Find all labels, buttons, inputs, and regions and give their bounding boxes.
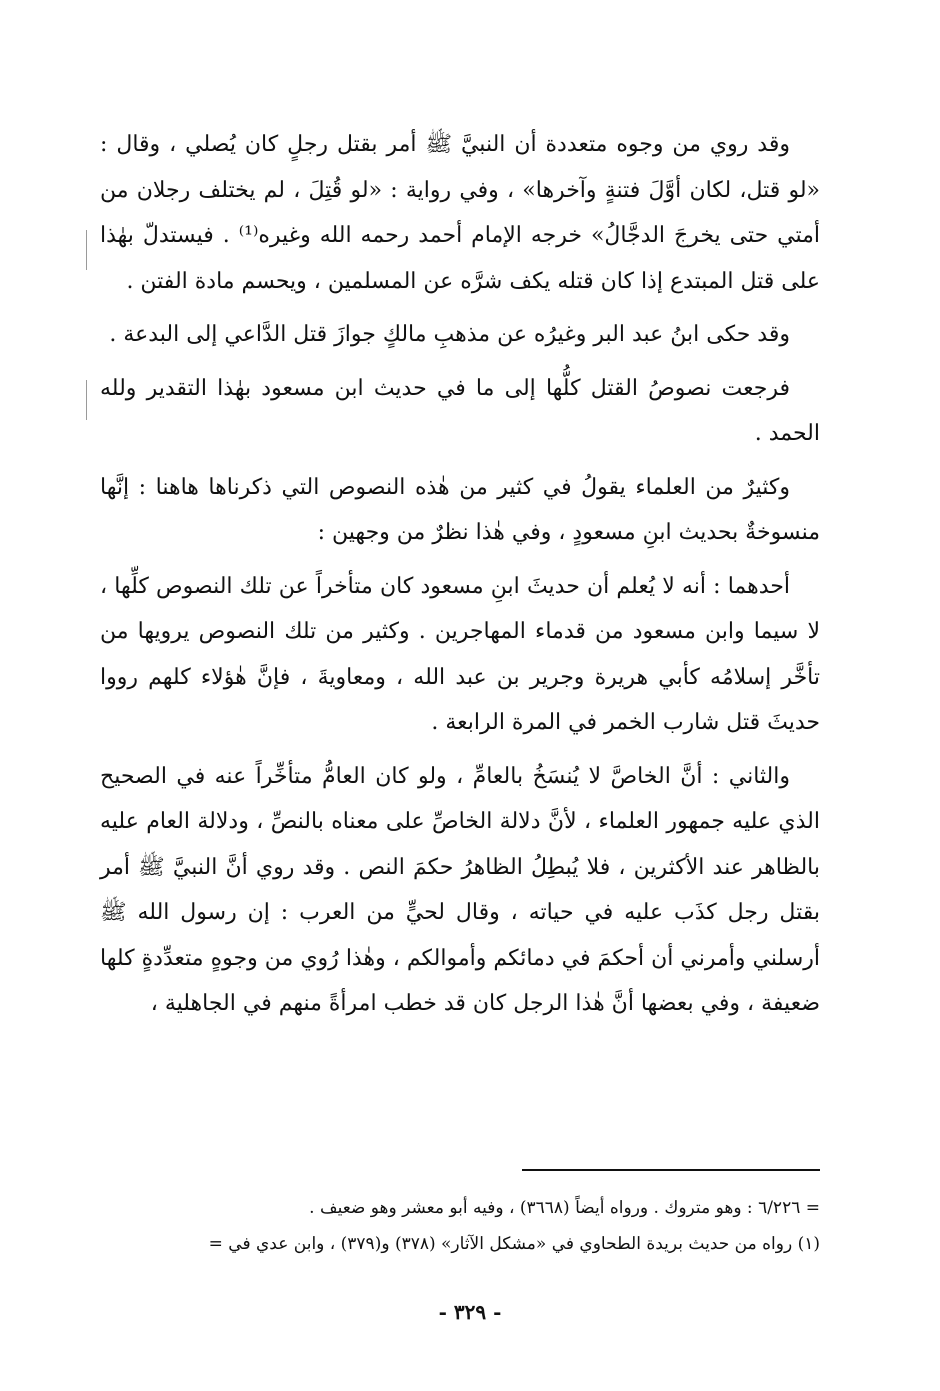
scan-margin-mark xyxy=(86,380,87,420)
paragraph: والثاني : أنَّ الخاصَّ لا يُنسَخُ بالعامِّ ، ولو كان العامُّ متأخِّراً عنه في الصحيح الذي عليه جمهور العلماء ، لأنَّ دلالة الخاصِّ على معناه بالنصِّ ، ودلالة العام عليه بالظاهر عند الأكثرين ، فلا يُبطِلُ الظاهرُ حكمَ النص . وقد روي أنَّ النبيَّ ﷺ أمر بقتل رجل كذَب عليه في حياته ، وقال لحيٍّ من العرب : إن رسول الله ﷺ أرسلني وأمرني أن أحكمَ في دمائكم وأموالكم ، وهٰذا رُوي من وجوهٍ متعدِّدةٍ كلها ضعيفة ، وفي بعضها أنَّ هٰذا الرجل كان قد خطب امرأةً منهم في الجاهلية ، xyxy=(100,763,820,1016)
page-number: - ٣٢٩ - xyxy=(438,1300,502,1324)
scan-margin-mark xyxy=(86,230,87,270)
paragraph: وقد حكى ابنُ عبد البر وغيرُه عن مذهبِ مالكٍ جوازَ قتل الدَّاعي إلى البدعة . xyxy=(109,322,790,347)
paragraph: فرجعت نصوصُ القتل كلُّها إلى ما في حديث ابن مسعود بهٰذا التقدير ولله الحمد . xyxy=(100,375,820,446)
footnote-continuation: = ٦/٢٢٦ : وهو متروك . ورواه أيضاً (٣٦٦٨) ، وفيه أبو معشر وهو ضعيف . xyxy=(309,1198,820,1218)
footnote-divider xyxy=(522,1169,820,1171)
paragraph: وكثيرٌ من العلماء يقولُ في كثير من هٰذه النصوص التي ذكرناها هاهنا : إنَّها منسوخةٌ بحديث ابنِ مسعودٍ ، وفي هٰذا نظرٌ من وجهين : xyxy=(100,474,820,545)
paragraph: وقد روي من وجوه متعددة أن النبيَّ ﷺ أمر بقتل رجلٍ كان يُصلي ، وقال : «لو قتل، لكان أوَّلَ فتنةٍ وآخرها» ، وفي رواية : «لو قُتِلَ ، لم يختلف رجلان من أمتي حتى يخرجَ الدجَّالُ» خرجه الإمام أحمد رحمه الله وغيره⁽¹⁾ . فيستدلّ بهٰذا على قتل المبتدع إذا كان قتله يكف شرَّه عن المسلمين ، ويحسم مادة الفتن . xyxy=(100,132,820,294)
paragraph: أحدهما : أنه لا يُعلم أن حديثَ ابنِ مسعود كان متأخراً عن تلك النصوص كلِّها ، لا سيما وابن مسعود من قدماء المهاجرين . وكثير من تلك النصوص يرويها من تأخَّر إسلامُه كأبي هريرة وجرير بن عبد الله ، ومعاويةَ ، فإنَّ هٰؤلاء كلهم رووا حديثَ قتل شارب الخمر في المرة الرابعة . xyxy=(100,573,820,735)
footnote-1: (١) رواه من حديث بريدة الطحاوي في «مشكل الآثار» (٣٧٨) و(٣٧٩) ، وابن عدي في = xyxy=(208,1234,820,1254)
main-text xyxy=(100,122,820,1033)
footnotes xyxy=(100,1190,820,1262)
